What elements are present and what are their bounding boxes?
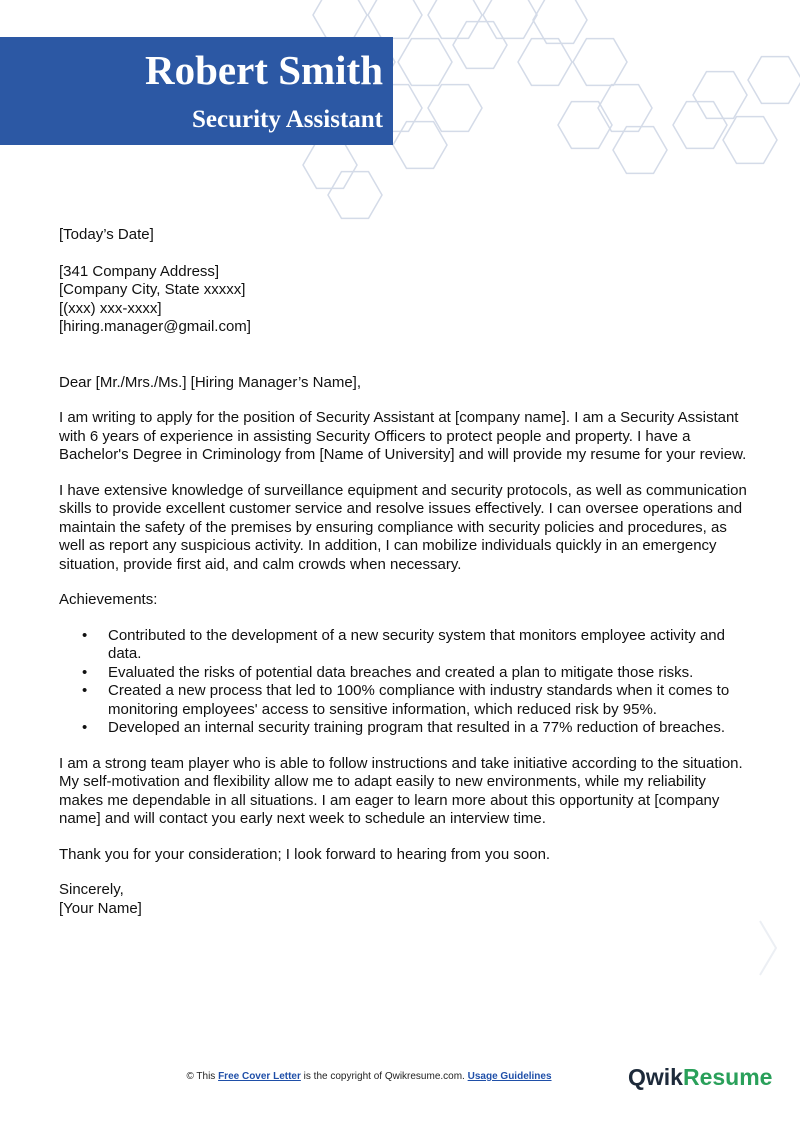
hexagon-shape xyxy=(328,172,382,219)
paragraph-intro: I am writing to apply for the position of Security Assistant at [company name]. I am a Security Assistant with 6 years of experience in assisting Security Officers to protect people and property. I have a Bachelor's Degree in Criminology from [Name of University] and will provide my resume for your review. xyxy=(59,409,747,463)
applicant-name: Robert Smith xyxy=(144,47,383,93)
applicant-title: Security Assistant xyxy=(192,106,383,133)
hexagon-shape xyxy=(533,0,587,43)
hexagon-shape xyxy=(573,39,627,86)
hexagon-shape xyxy=(453,22,507,69)
letter-body xyxy=(59,226,749,918)
header-band xyxy=(0,37,393,145)
qwikresume-logo xyxy=(628,1064,772,1091)
signature: [Your Name] xyxy=(59,899,142,917)
hexagon-shape xyxy=(518,39,572,86)
address-line: [Company City, State xxxxx] xyxy=(59,281,246,298)
copyright-middle: is the copyright of Qwikresume.com. xyxy=(300,1071,468,1082)
hexagon-shape xyxy=(368,0,422,38)
hexagon-shape xyxy=(723,117,777,164)
hexagon-shape xyxy=(303,142,357,189)
list-item: • Created a new process that led to 100% compliance with industry standards when it comes to monitoring employees' access to sensitive information, which reduced risk by 95%. xyxy=(59,682,749,719)
address-line: [341 Company Address] xyxy=(59,262,220,280)
copyright-prefix: © This xyxy=(186,1071,219,1082)
list-item: • Evaluated the risks of potential data breaches and created a plan to mitigate those risks. xyxy=(59,664,749,683)
hexagon-shape xyxy=(398,39,452,86)
recipient-address xyxy=(59,263,749,337)
paragraph-closing: I am a strong team player who is able to follow instructions and take initiative according to the situation. My self-motivation and flexibility allow me to adapt easily to new environments, while my reliability makes me dependable in all situations. I am eager to learn more about this opportunity at [company name] and will contact you early next week to schedule an interview time. xyxy=(59,754,743,827)
salutation: Dear [Mr./Mrs./Ms.] [Hiring Manager’s Name], xyxy=(59,373,362,391)
list-item: • Contributed to the development of a new security system that monitors employee activity and data. xyxy=(59,627,749,664)
free-cover-letter-link[interactable]: Free Cover Letter xyxy=(218,1071,301,1082)
chevron-right-icon xyxy=(757,918,779,978)
hexagon-shape xyxy=(393,122,447,169)
address-line: [hiring.manager@gmail.com] xyxy=(59,318,251,335)
achievements-heading: Achievements: xyxy=(59,591,158,608)
paragraph-skills: I have extensive knowledge of surveillance equipment and security protocols, as well as communication skills to provide excellent customer service and resolve issues effectively. I can oversee operations and maintain the safety of the premises by ensuring compliance with security policies and procedures, as well as report any suspicious activity. In addition, I can mobilize individuals quickly in an emergency situation, provide first aid, and calm crowds when necessary. xyxy=(59,481,747,573)
hexagon-shape xyxy=(613,127,667,174)
usage-guidelines-link[interactable]: Usage Guidelines xyxy=(467,1071,552,1082)
hexagon-shape xyxy=(598,85,652,132)
hexagon-shape xyxy=(748,57,800,104)
list-item: • Developed an internal security training program that resulted in a 77% reduction of breaches. xyxy=(59,719,749,738)
hexagon-shape xyxy=(428,85,482,132)
logo-part-resume: Resume xyxy=(682,1064,773,1090)
logo-part-qwik: Qwik xyxy=(628,1064,683,1090)
achievements-list xyxy=(59,627,749,738)
thank-you-line: Thank you for your consideration; I look forward to hearing from you soon. xyxy=(59,845,551,863)
signoff: Sincerely, xyxy=(59,881,124,898)
address-line: [(xxx) xxx-xxxx] xyxy=(59,299,162,317)
hexagon-shape xyxy=(428,0,482,38)
hexagon-shape xyxy=(313,0,367,38)
letter-date: [Today’s Date] xyxy=(59,226,154,243)
hexagon-shape xyxy=(558,102,612,149)
hexagon-shape xyxy=(483,0,537,38)
